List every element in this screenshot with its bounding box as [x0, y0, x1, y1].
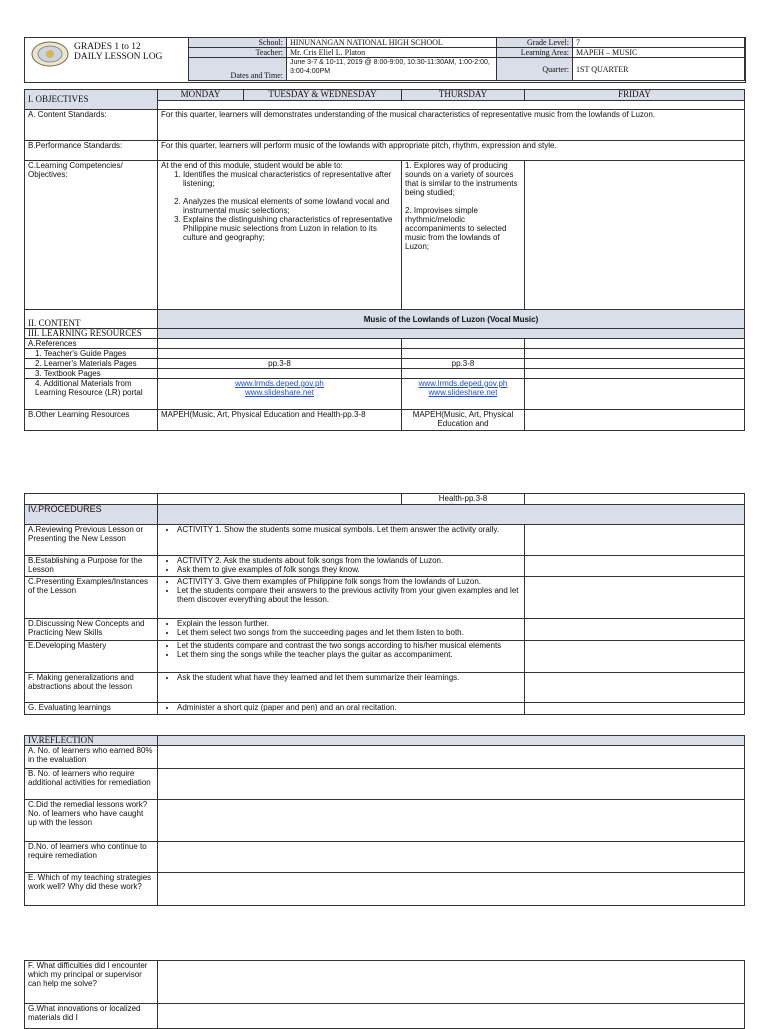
reflection-b-label: B. No. of learners who require additional activities for remediation — [25, 769, 158, 800]
title-line1: GRADES 1 to 12 — [74, 42, 141, 52]
dates-label: Dates and Time: — [189, 58, 287, 81]
cell-empty — [525, 673, 745, 703]
procedure-item: • ACTIVITY 2. Ask the students about folk songs from the lowlands of Luzon. — [177, 556, 521, 565]
procedure-item: • Let the students compare their answers to the previous activity from your given examples and let them discover everything about the lesson. — [177, 586, 521, 604]
learners-materials-monday: pp.3-8 — [158, 359, 402, 369]
objectives-spacer — [158, 101, 745, 110]
thursday-competency-1: 1. Explores way of producing sounds on a variety of sources that is similar to the instruments being studied; — [405, 161, 518, 197]
reflection-d-answer — [158, 842, 745, 873]
cell-empty — [402, 349, 525, 359]
deped-seal-icon — [30, 40, 70, 68]
cell-empty — [525, 641, 745, 673]
cell-empty — [158, 369, 402, 379]
cell-empty — [402, 339, 525, 349]
cell-empty — [158, 339, 402, 349]
references-label: A.References — [25, 339, 158, 349]
cell-empty — [525, 703, 745, 715]
cell-empty — [525, 369, 745, 379]
procedure-b-cell — [158, 556, 525, 577]
competencies-label: C.Learning Competencies/ Objectives: — [25, 161, 158, 310]
quarter-value: 1ST QUARTER — [573, 58, 745, 81]
reflection-f-label: F. What difficulties did I encounter which my principal or supervisor can help me solve? — [25, 961, 158, 1004]
cell-empty — [525, 339, 745, 349]
procedure-item: • Ask them to give examples of folk songs they know. — [177, 565, 521, 574]
header-info-table — [188, 37, 745, 81]
cell-empty — [525, 556, 745, 577]
thursday-competency-2: 2. Improvises simple rhythmic/melodic accompaniments to selected music from the lowlands of Luzon; — [405, 206, 507, 251]
content-topic: Music of the Lowlands of Luzon (Vocal Music) — [158, 310, 745, 329]
reflection-b-answer — [158, 769, 745, 800]
reflection-c-answer — [158, 800, 745, 842]
slideshare-link[interactable]: www.slideshare.net — [245, 388, 314, 397]
procedure-item: • Let the students compare and contrast the two songs according to his/her musical elements — [177, 641, 521, 650]
procedure-c-cell — [158, 577, 525, 619]
reflection-c-label: C.Did the remedial lessons work? No. of learners who have caught up with the lesson — [25, 800, 158, 842]
procedures-table — [24, 493, 745, 715]
learners-materials-thursday: pp.3-8 — [402, 359, 525, 369]
friday-competencies — [525, 161, 745, 310]
document-title — [74, 42, 162, 62]
day-tue-wed: TUESDAY & WEDNESDAY — [244, 90, 402, 101]
day-friday: FRIDAY — [525, 90, 745, 101]
procedure-d-label: D.Discussing New Concepts and Practicing New Skills — [25, 619, 158, 641]
school-label: School: — [189, 38, 287, 48]
additional-materials-label: 4. Additional Materials from Learning Resource (LR) portal — [25, 379, 158, 410]
reflection-table — [24, 735, 745, 906]
reflection-shade — [158, 736, 745, 746]
lrmds-link[interactable]: www.lrmds.deped.gov.ph — [235, 379, 324, 388]
procedure-g-cell — [158, 703, 525, 715]
procedures-heading: IV.PROCEDURES — [25, 505, 158, 525]
cell-empty — [525, 359, 745, 369]
reflection-table-cont — [24, 960, 745, 1029]
lrmds-link[interactable]: www.lrmds.deped.gov.ph — [418, 379, 508, 388]
cell-empty — [25, 494, 158, 505]
other-resources-label: B.Other Learning Resources — [25, 410, 158, 431]
area-value: MAPEH – MUSIC — [573, 48, 745, 58]
reflection-e-label: E. Which of my teaching strategies work well? Why did these work? — [25, 873, 158, 906]
day-monday: MONDAY — [158, 90, 244, 101]
performance-standards-text: For this quarter, learners will perform music of the lowlands with appropriate pitch, rhythm, expression and style. — [158, 141, 745, 161]
procedure-item: • Explain the lesson further. — [177, 619, 521, 628]
procedure-item: • Ask the student what have they learned and let them summarize their learnings. — [177, 673, 521, 682]
procedure-e-label: E.Developing Mastery — [25, 641, 158, 673]
school-value: HINUNANGAN NATIONAL HIGH SCHOOL — [287, 38, 497, 48]
content-standards-label: A. Content Standards: — [25, 110, 158, 141]
reflection-g-answer — [158, 1004, 745, 1029]
competency-item: 1. Identifies the musical characteristics of representative after listening; — [183, 170, 398, 188]
reflection-heading: IV.REFLECTION — [25, 736, 158, 746]
cell-empty — [525, 494, 745, 505]
competency-item: 3. Explains the distinguishing characteristics of representative Philippine music selections from Luzon in relation to its culture and geography; — [183, 215, 398, 242]
procedure-f-label: F. Making generalizations and abstractions about the lesson — [25, 673, 158, 703]
dates-value: June 3-7 & 10-11, 2019 @ 8:00-9:00, 10:30-11:30AM, 1:00-2:00, 3:00-4:00PM — [287, 58, 497, 81]
other-resources-thursday-cont: Health-pp.3-8 — [402, 494, 525, 505]
procedures-shade — [158, 505, 745, 525]
learners-materials-label: 2. Learner's Materials Pages — [25, 359, 158, 369]
additional-links-monday — [158, 379, 402, 410]
procedure-item: • ACTIVITY 1. Show the students some musical symbols. Let them answer the activity orally. — [177, 525, 521, 534]
cell-empty — [158, 494, 402, 505]
cell-empty — [525, 410, 745, 431]
day-thursday: THURSDAY — [402, 90, 525, 101]
objectives-heading: I. OBJECTIVES — [25, 90, 158, 110]
grade-label: Grade Level: — [497, 38, 573, 48]
quarter-label: Quarter: — [497, 58, 573, 81]
reflection-a-label: A. No. of learners who earned 80% in the evaluation — [25, 746, 158, 769]
resources-shade — [158, 329, 745, 339]
procedure-a-cell — [158, 525, 525, 556]
objectives-table — [24, 89, 745, 431]
other-resources-thursday: MAPEH(Music, Art, Physical Education and — [402, 410, 525, 431]
procedure-g-label: G. Evaluating learnings — [25, 703, 158, 715]
cell-empty — [158, 349, 402, 359]
procedure-item: • Let them select two songs from the succeeding pages and let them listen to both. — [177, 628, 521, 637]
cell-empty — [525, 525, 745, 556]
procedure-a-label: A.Reviewing Previous Lesson or Presenting the New Lesson — [25, 525, 158, 556]
teacher-value: Mr. Cris Eliel L. Platon — [287, 48, 497, 58]
procedure-e-cell — [158, 641, 525, 673]
competencies-intro: At the end of this module, student would be able to: — [161, 161, 343, 170]
area-label: Learning Area: — [497, 48, 573, 58]
grade-value: 7 — [573, 38, 745, 48]
procedure-item: • ACTIVITY 3. Give them examples of Philippine folk songs from the lowlands of Luzon. — [177, 577, 521, 586]
other-resources-monday: MAPEH(Music, Art, Physical Education and Health-pp.3-8 — [158, 410, 402, 431]
cell-empty — [525, 577, 745, 619]
reflection-f-answer — [158, 961, 745, 1004]
reflection-e-answer — [158, 873, 745, 906]
content-heading: II. CONTENT — [25, 310, 158, 329]
title-line2: DAILY LESSON LOG — [74, 52, 163, 62]
teacher-label: Teacher: — [189, 48, 287, 58]
competency-item: 2. Analyzes the musical elements of some lowland vocal and instrumental music selections; — [183, 197, 398, 215]
textbook-label: 3. Textbook Pages — [25, 369, 158, 379]
reflection-g-label: G.What innovations or localized materials did I — [25, 1004, 158, 1029]
procedure-item: • Let them sing the songs while the teacher plays the guitar as accompaniment. — [177, 650, 521, 659]
additional-links-thursday — [402, 379, 525, 410]
cell-empty — [525, 619, 745, 641]
procedure-f-cell — [158, 673, 525, 703]
cell-empty — [525, 379, 745, 410]
reflection-a-answer — [158, 746, 745, 769]
resources-heading: III. LEARNING RESOURCES — [25, 329, 158, 339]
procedure-b-label: B.Establishing a Purpose for the Lesson — [25, 556, 158, 577]
competencies-cell — [158, 161, 402, 310]
teachers-guide-label: 1. Teacher's Guide Pages — [25, 349, 158, 359]
procedure-c-label: C.Presenting Examples/Instances of the Lesson — [25, 577, 158, 619]
thursday-competencies — [402, 161, 525, 310]
cell-empty — [402, 369, 525, 379]
performance-standards-label: B.Performance Standards: — [25, 141, 158, 161]
slideshare-link[interactable]: www.slideshare.net — [428, 388, 498, 397]
procedure-d-cell — [158, 619, 525, 641]
reflection-d-label: D.No. of learners who continue to require remediation — [25, 842, 158, 873]
competencies-list — [161, 170, 398, 242]
content-standards-text: For this quarter, learners will demonstrates understanding of the musical characteristics of representative music from the lowlands of Luzon. — [158, 110, 745, 141]
cell-empty — [525, 349, 745, 359]
procedure-item: • Administer a short quiz (paper and pen) and an oral recitation. — [177, 703, 521, 712]
